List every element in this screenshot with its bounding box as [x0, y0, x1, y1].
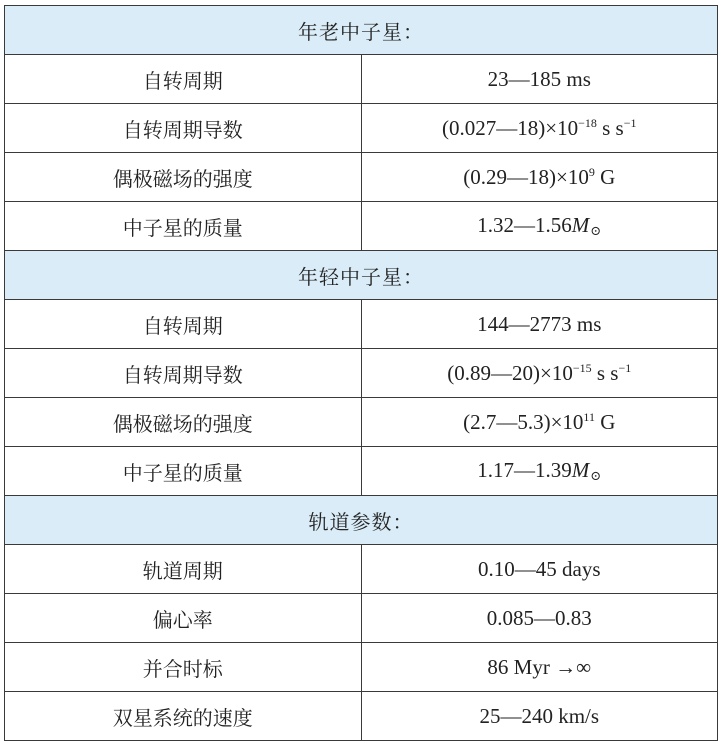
value-unit: G	[594, 164, 616, 189]
table-row	[5, 692, 718, 741]
table-row	[5, 55, 718, 104]
row-label: 自转周期	[5, 55, 362, 104]
section-title-text: 年老中子星：	[298, 19, 424, 44]
sun-icon: ⊙	[590, 223, 602, 239]
row-value: 23—185 ms	[361, 55, 718, 104]
row-label: 自转周期	[5, 300, 362, 349]
row-label: 中子星的质量	[5, 202, 362, 251]
table-row	[5, 643, 718, 692]
table-row	[5, 153, 718, 202]
value-exponent: −18	[578, 115, 597, 130]
row-label: 中子星的质量	[5, 447, 362, 496]
value-base: (0.29—18)×10	[463, 164, 589, 189]
section-header-row	[5, 496, 718, 545]
row-value: 86 Myr →∞	[361, 643, 718, 692]
value-base: (0.89—20)×10	[447, 360, 573, 385]
value-unit: s s	[591, 360, 619, 385]
value-unit: G	[594, 409, 616, 434]
table-row	[5, 349, 718, 398]
table-row	[5, 545, 718, 594]
row-value: 144—2773 ms	[361, 300, 718, 349]
section-header-row	[5, 6, 718, 55]
row-label: 双星系统的速度	[5, 692, 362, 741]
row-value	[361, 202, 718, 251]
row-value	[361, 349, 718, 398]
table-row	[5, 202, 718, 251]
value-unit: s s	[596, 115, 624, 140]
table-row	[5, 398, 718, 447]
row-label: 并合时标	[5, 643, 362, 692]
row-value: 25—240 km/s	[361, 692, 718, 741]
section-title-old	[5, 6, 718, 55]
unit-exponent: −1	[623, 115, 637, 130]
row-label: 轨道周期	[5, 545, 362, 594]
section-title-orbit	[5, 496, 718, 545]
row-label: 偶极磁场的强度	[5, 153, 362, 202]
row-value	[361, 447, 718, 496]
row-value: 0.10—45 days	[361, 545, 718, 594]
section-title-text: 轨道参数：	[308, 509, 414, 534]
solar-mass-symbol: M	[571, 212, 590, 237]
row-value: 0.085—0.83	[361, 594, 718, 643]
row-label: 自转周期导数	[5, 349, 362, 398]
value-base: 1.32—1.56	[477, 212, 572, 237]
section-title-text: 年轻中子星：	[298, 264, 424, 289]
value-base: 1.17—1.39	[477, 457, 572, 482]
value-base: (0.027—18)×10	[441, 115, 579, 140]
section-header-row	[5, 251, 718, 300]
value-exponent: 9	[588, 164, 595, 179]
solar-mass-symbol: M	[571, 457, 590, 482]
value-exponent: −15	[572, 360, 592, 375]
unit-exponent: −1	[618, 360, 632, 375]
neutron-star-parameters-table	[4, 5, 718, 741]
row-label: 自转周期导数	[5, 104, 362, 153]
value-exponent: 11	[583, 409, 595, 424]
row-label: 偏心率	[5, 594, 362, 643]
row-value	[361, 398, 718, 447]
table-row	[5, 594, 718, 643]
sun-icon: ⊙	[590, 468, 602, 484]
section-title-young	[5, 251, 718, 300]
value-base: (2.7—5.3)×10	[463, 409, 584, 434]
table-row	[5, 104, 718, 153]
table-row	[5, 447, 718, 496]
row-value	[361, 153, 718, 202]
table-row	[5, 300, 718, 349]
row-label: 偶极磁场的强度	[5, 398, 362, 447]
row-value	[361, 104, 718, 153]
